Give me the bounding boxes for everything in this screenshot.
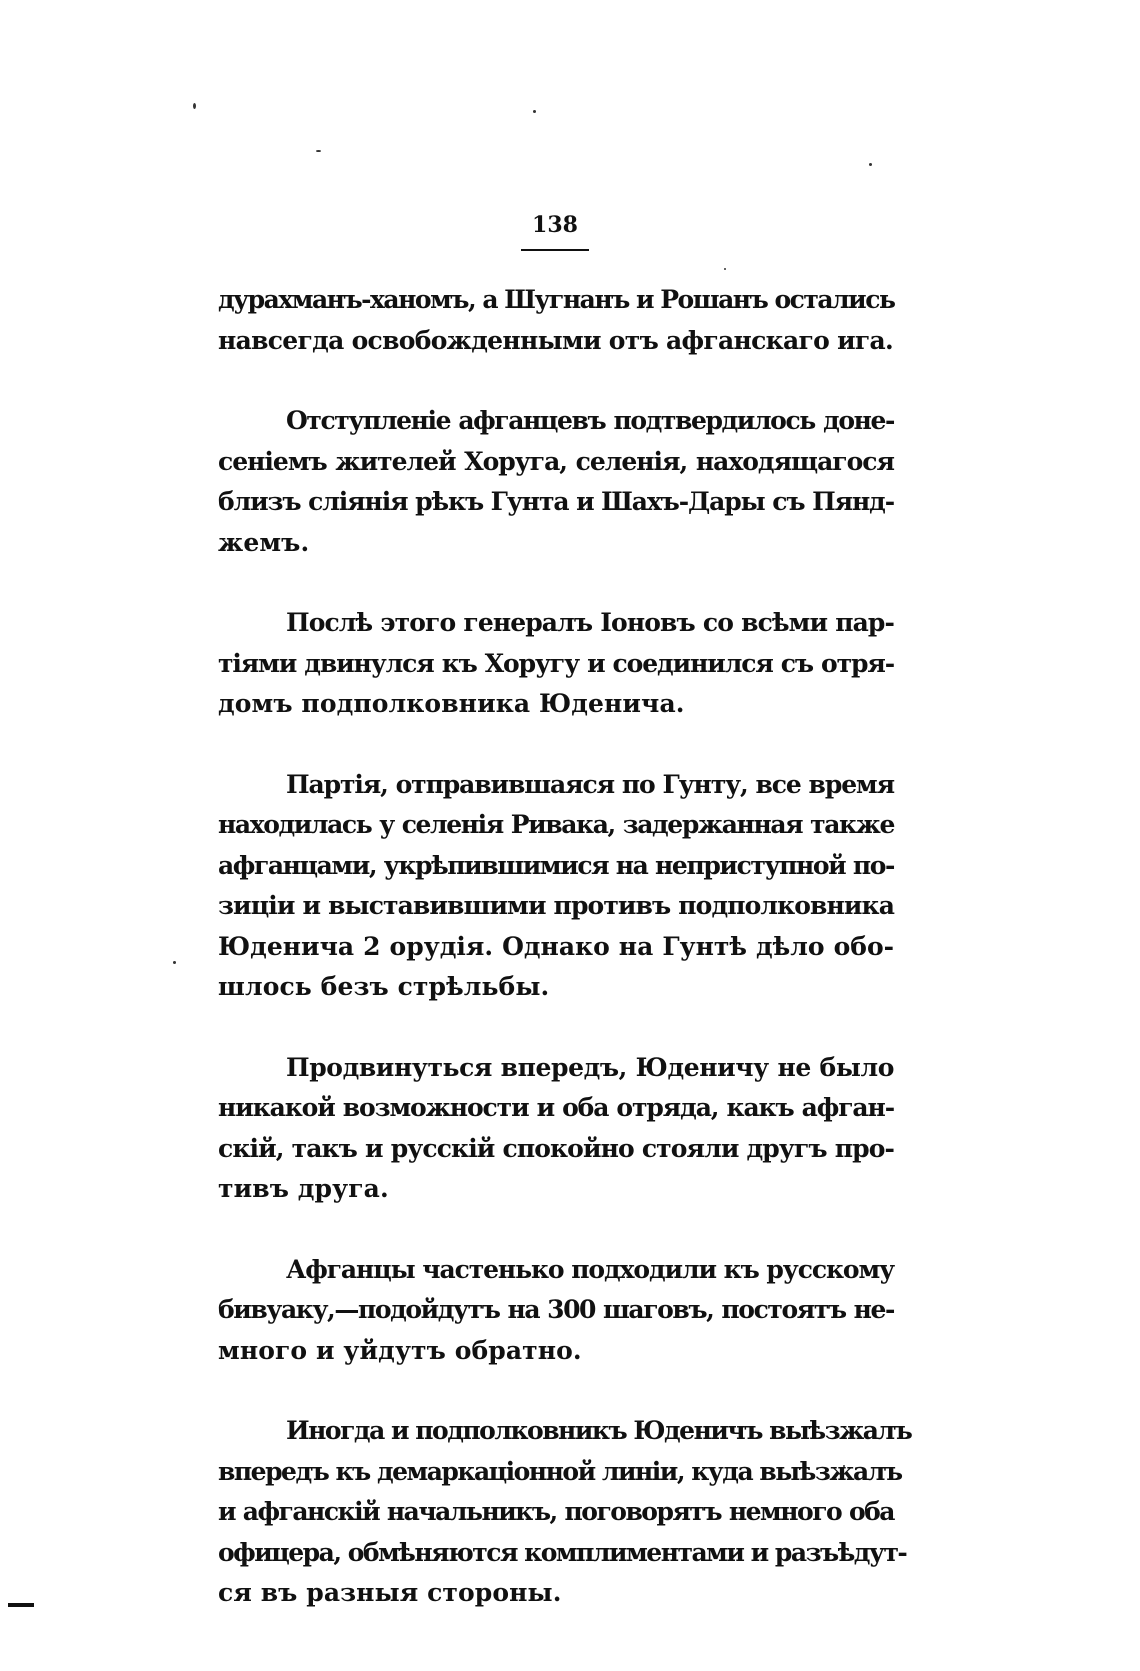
paragraph <box>218 1250 894 1372</box>
paragraph <box>218 1048 894 1210</box>
text-line: Партія, отправившаяся по Гунту, все время <box>286 769 894 799</box>
text-line: сеніемъ жителей Хоруга, селенія, находящагося <box>218 446 894 476</box>
paragraph <box>218 401 894 563</box>
text-line: Отступленіе афганцевъ подтвердилось доне- <box>286 406 894 435</box>
text-line: зиціи и выставившими противъ подполковника <box>218 891 894 920</box>
text-line: бивуаку,—подойдутъ на 300 шаговъ, постоятъ не- <box>218 1295 894 1324</box>
text-line: Юденича 2 орудія. Однако на Гунтѣ дѣло обо- <box>218 931 894 961</box>
print-speck <box>533 110 536 113</box>
text-line: находилась у селенія Ривака, задержанная также <box>218 810 894 839</box>
text-line: дурахманъ-ханомъ, а Шугнанъ и Рошанъ остались <box>218 285 895 314</box>
page-number: 138 <box>532 212 578 238</box>
text-line: жемъ. <box>218 527 310 557</box>
print-speck <box>193 103 196 109</box>
text-line: скій, такъ и русскій спокойно стояли другъ про- <box>218 1133 894 1163</box>
text-line: Афганцы частенько подходили къ русскому <box>286 1254 894 1284</box>
text-line: Продвинуться впередъ, Юденичу не было <box>286 1052 894 1082</box>
text-body <box>218 280 912 1614</box>
paragraph <box>218 603 894 725</box>
text-line: Иногда и подполковникъ Юденичъ выѣзжалъ <box>286 1416 912 1445</box>
paragraph <box>218 765 894 1008</box>
print-speck <box>724 268 726 270</box>
text-line: много и уйдутъ обратно. <box>218 1335 582 1365</box>
text-line: навсегда освобожденными отъ афганскаго ига. <box>218 325 894 355</box>
text-line: и афганскій начальникъ, поговорятъ немного оба <box>218 1497 894 1526</box>
text-line: впередъ къ демаркаціонной линіи, куда выѣзжалъ <box>218 1456 902 1486</box>
text-line: ся въ разныя стороны. <box>218 1578 562 1607</box>
scan-edge-mark <box>8 1603 34 1607</box>
paragraph <box>218 1411 912 1614</box>
text-line: домъ подполковника Юденича. <box>218 689 685 718</box>
page-number-underline <box>521 249 589 251</box>
text-line: близъ сліянія рѣкъ Гунта и Шахъ-Дары съ Пянд- <box>218 487 894 516</box>
text-line: тіями двинулся къ Хоругу и соединился съ отря- <box>218 648 894 678</box>
text-line: афганцами, укрѣпившимися на неприступной по- <box>218 850 894 880</box>
text-line: шлось безъ стрѣльбы. <box>218 972 550 1001</box>
text-line: никакой возможности и оба отряда, какъ афган- <box>218 1093 894 1122</box>
text-line: тивъ друга. <box>218 1174 389 1203</box>
print-speck <box>316 150 321 152</box>
paragraph <box>218 280 894 361</box>
text-line: Послѣ этого генералъ Іоновъ со всѣми пар- <box>286 608 894 637</box>
print-speck <box>173 961 176 964</box>
print-speck <box>869 163 872 166</box>
text-line: офицера, обмѣняются комплиментами и разъѣдут- <box>218 1537 907 1567</box>
